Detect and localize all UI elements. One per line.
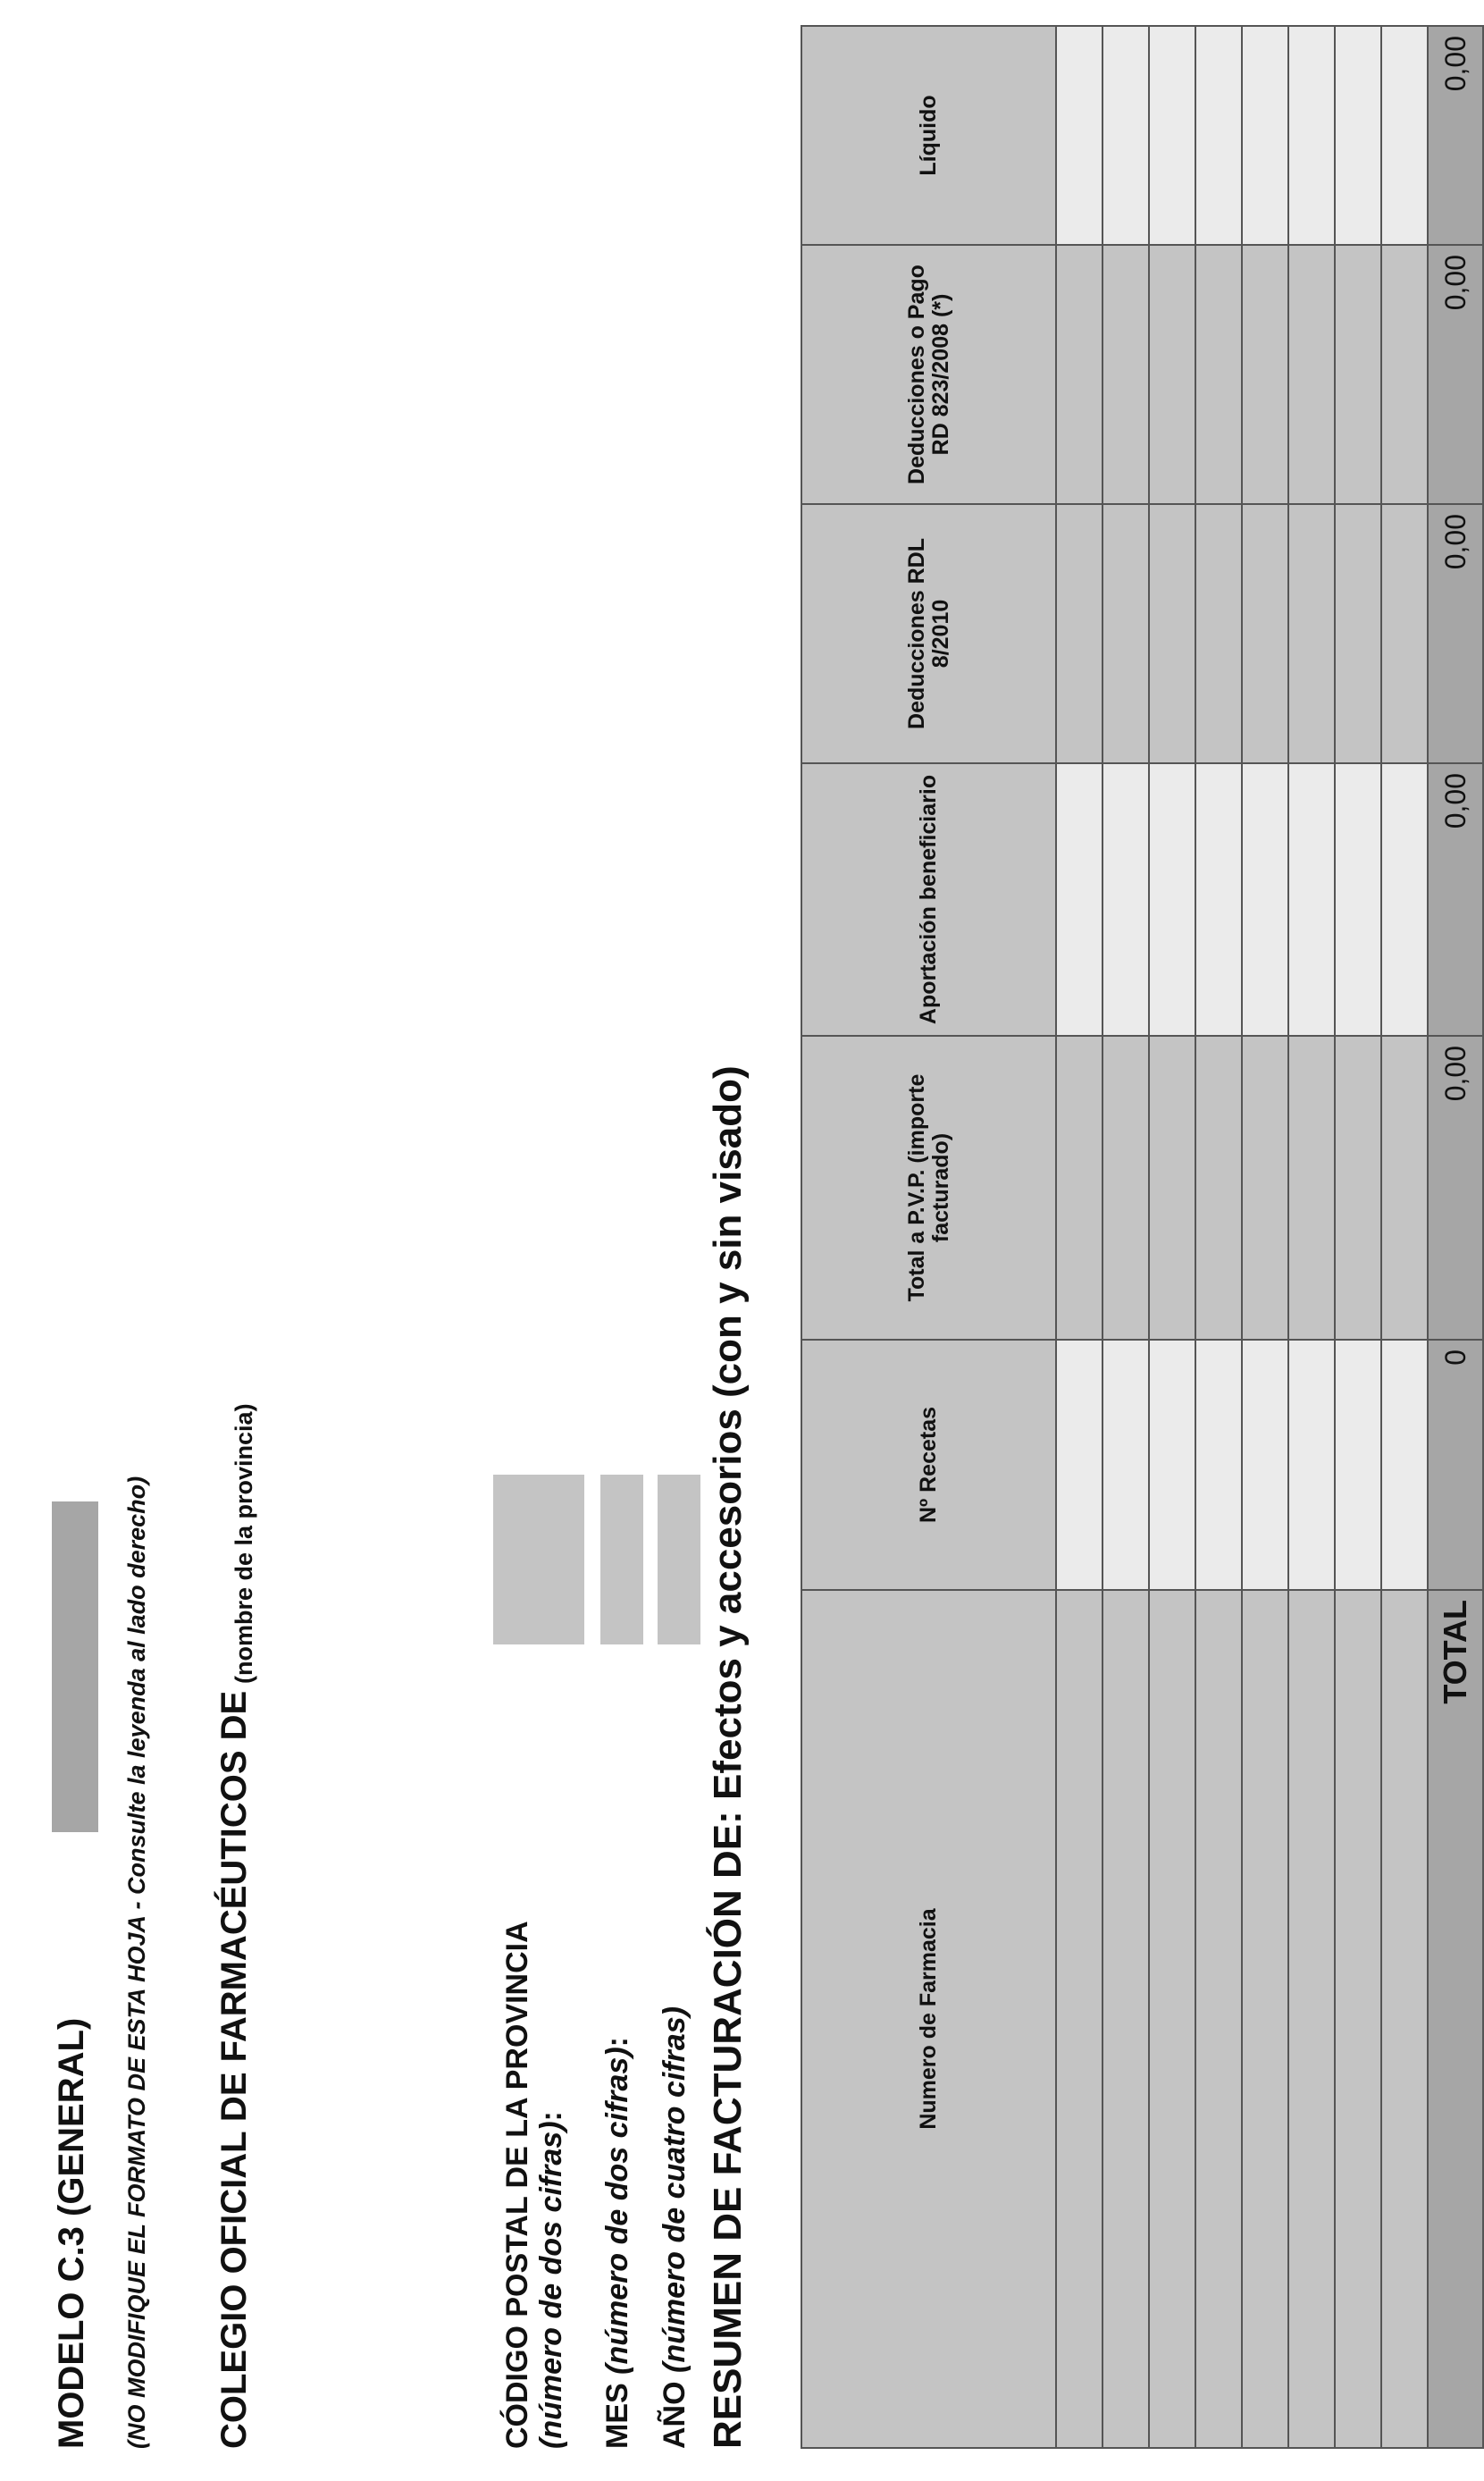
- cell-aportacion[interactable]: [1149, 763, 1195, 1036]
- cell-deducciones-rdl[interactable]: [1195, 504, 1242, 763]
- total-aportacion: 0,00: [1428, 763, 1483, 1036]
- cell-liquido[interactable]: [1242, 26, 1288, 245]
- cell-deducciones-rd[interactable]: [1288, 245, 1335, 504]
- cell-deducciones-rdl[interactable]: [1288, 504, 1335, 763]
- cell-recetas[interactable]: [1103, 1340, 1149, 1590]
- cell-pvp[interactable]: [1381, 1036, 1428, 1340]
- table-row: [1242, 26, 1288, 2448]
- cell-farmacia[interactable]: [1288, 1590, 1335, 2448]
- page-title-block: [45, 1501, 96, 2449]
- cell-deducciones-rdl[interactable]: [1335, 504, 1381, 763]
- total-label: TOTAL: [1428, 1590, 1483, 2448]
- cell-pvp[interactable]: [1103, 1036, 1149, 1340]
- cell-aportacion[interactable]: [1335, 763, 1381, 1036]
- cell-farmacia[interactable]: [1381, 1590, 1428, 2448]
- cell-deducciones-rd[interactable]: [1103, 245, 1149, 504]
- format-notice: (NO MODIFIQUE EL FORMATO DE ESTA HOJA - Consulte la leyenda al lado derecho): [123, 1476, 150, 2449]
- table-row: [1335, 26, 1381, 2448]
- cell-deducciones-rd[interactable]: [1056, 245, 1103, 504]
- cell-deducciones-rdl[interactable]: [1149, 504, 1195, 763]
- anio-input[interactable]: [658, 1475, 700, 1644]
- cell-deducciones-rd[interactable]: [1149, 245, 1195, 504]
- table-total-row: [1428, 26, 1483, 2448]
- cp-input[interactable]: [493, 1475, 584, 1644]
- cell-pvp[interactable]: [1195, 1036, 1242, 1340]
- cell-recetas[interactable]: [1195, 1340, 1242, 1590]
- cell-farmacia[interactable]: [1056, 1590, 1103, 2448]
- cell-recetas[interactable]: [1335, 1340, 1381, 1590]
- total-recetas: 0: [1428, 1340, 1483, 1590]
- cell-deducciones-rdl[interactable]: [1381, 504, 1428, 763]
- cell-aportacion[interactable]: [1242, 763, 1288, 1036]
- table-row: [1103, 26, 1149, 2448]
- cell-deducciones-rdl[interactable]: [1242, 504, 1288, 763]
- total-pvp: 0,00: [1428, 1036, 1483, 1340]
- cell-deducciones-rdl[interactable]: [1103, 504, 1149, 763]
- cell-liquido[interactable]: [1195, 26, 1242, 245]
- cell-recetas[interactable]: [1056, 1340, 1103, 1590]
- cell-recetas[interactable]: [1381, 1340, 1428, 1590]
- cell-farmacia[interactable]: [1103, 1590, 1149, 2448]
- cell-farmacia[interactable]: [1149, 1590, 1195, 2448]
- cell-pvp[interactable]: [1335, 1036, 1381, 1340]
- cell-deducciones-rd[interactable]: [1381, 245, 1428, 504]
- cell-pvp[interactable]: [1288, 1036, 1335, 1340]
- table-row: [1149, 26, 1195, 2448]
- cp-label: CÓDIGO POSTAL DE LA PROVINCIA (número de dos cifras):: [500, 1921, 568, 2449]
- cell-aportacion[interactable]: [1288, 763, 1335, 1036]
- cell-pvp[interactable]: [1149, 1036, 1195, 1340]
- colegio-heading: COLEGIO OFICIAL DE FARMACÉUTICOS DE: [214, 1690, 254, 2449]
- resumen-title: RESUMEN DE FACTURACIÓN DE: Efectos y accesorios (con y sin visado): [706, 1065, 750, 2449]
- header-deducciones-rd: Deducciones o Pago RD 823/2008 (*): [801, 245, 1056, 504]
- cell-liquido[interactable]: [1381, 26, 1428, 245]
- header-deducciones-rdl: Deducciones RDL 8/2010: [801, 504, 1056, 763]
- total-deducciones-rd: 0,00: [1428, 245, 1483, 504]
- page-title: MODELO C.3 (GENERAL): [52, 2017, 91, 2449]
- total-deducciones-rdl: 0,00: [1428, 504, 1483, 763]
- cell-deducciones-rd[interactable]: [1335, 245, 1381, 504]
- cell-aportacion[interactable]: [1056, 763, 1103, 1036]
- cell-liquido[interactable]: [1335, 26, 1381, 245]
- table-row: [1195, 26, 1242, 2448]
- table-header-row: [801, 26, 1056, 2448]
- cell-farmacia[interactable]: [1335, 1590, 1381, 2448]
- cell-deducciones-rdl[interactable]: [1056, 504, 1103, 763]
- table-body: [1056, 26, 1428, 2448]
- cell-farmacia[interactable]: [1195, 1590, 1242, 2448]
- cell-liquido[interactable]: [1056, 26, 1103, 245]
- table-row: [1288, 26, 1335, 2448]
- cell-pvp[interactable]: [1056, 1036, 1103, 1340]
- cell-recetas[interactable]: [1242, 1340, 1288, 1590]
- cell-farmacia[interactable]: [1242, 1590, 1288, 2448]
- cell-liquido[interactable]: [1103, 26, 1149, 245]
- cell-aportacion[interactable]: [1103, 763, 1149, 1036]
- cell-pvp[interactable]: [1242, 1036, 1288, 1340]
- total-liquido: 0,00: [1428, 26, 1483, 245]
- cell-liquido[interactable]: [1149, 26, 1195, 245]
- cell-aportacion[interactable]: [1195, 763, 1242, 1036]
- table-row: [1381, 26, 1428, 2448]
- cell-recetas[interactable]: [1288, 1340, 1335, 1590]
- header-liquido: Líquido: [801, 26, 1056, 245]
- table-row: [1056, 26, 1103, 2448]
- cell-aportacion[interactable]: [1381, 763, 1428, 1036]
- header-farmacia: Numero de Farmacia: [801, 1590, 1056, 2448]
- header-recetas: Nº Recetas: [801, 1340, 1056, 1590]
- header-pvp: Total a P.V.P. (importe facturado): [801, 1036, 1056, 1340]
- header-aportacion: Aportación beneficiario: [801, 763, 1056, 1036]
- cell-deducciones-rd[interactable]: [1195, 245, 1242, 504]
- provincia-note: (nombre de la provincia): [231, 1403, 257, 1684]
- title-bar: [52, 1501, 98, 1832]
- cell-deducciones-rd[interactable]: [1242, 245, 1288, 504]
- cell-recetas[interactable]: [1149, 1340, 1195, 1590]
- anio-label: AÑO (número de cuatro cifras): [658, 2006, 692, 2449]
- mes-label: MES (número de dos cifras):: [600, 2037, 634, 2449]
- mes-input[interactable]: [600, 1475, 643, 1644]
- cell-liquido[interactable]: [1288, 26, 1335, 245]
- billing-table: [801, 25, 1484, 2449]
